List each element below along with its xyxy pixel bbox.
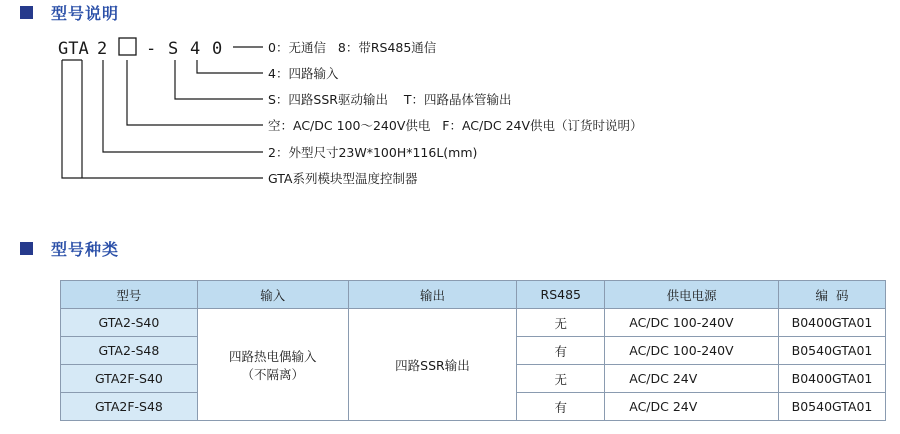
cell-code: B0400GTA01 bbox=[779, 309, 886, 337]
cell-code: B0540GTA01 bbox=[779, 337, 886, 365]
model-code-diagram bbox=[0, 0, 900, 200]
model-code bbox=[58, 38, 222, 59]
leader-line-output bbox=[175, 60, 263, 99]
desc-power: 空：AC/DC 100～240V供电 F：AC/DC 24V供电（订货时说明） bbox=[268, 118, 643, 133]
header-power: 供电电源 bbox=[605, 281, 779, 309]
section-title-text: 型号种类 bbox=[51, 239, 120, 259]
cell-model: GTA2F-S40 bbox=[61, 365, 198, 393]
cell-model: GTA2-S48 bbox=[61, 337, 198, 365]
section-title-types bbox=[20, 237, 119, 259]
desc-size: 2：外型尺寸23W*100H*116L(mm) bbox=[268, 145, 478, 160]
model-prefix: GTA bbox=[58, 39, 89, 59]
cell-code: B0400GTA01 bbox=[779, 365, 886, 393]
model-comm-digit: 0 bbox=[212, 39, 223, 59]
input-value: 四路热电偶输入 bbox=[228, 348, 317, 364]
desc-output: S：四路SSR驱动输出 T：四路晶体管输出 bbox=[268, 92, 512, 107]
header-rs485: RS485 bbox=[517, 281, 605, 309]
desc-comm: 0：无通信 8：带RS485通信 bbox=[268, 40, 437, 55]
model-size-digit: 2 bbox=[97, 39, 108, 59]
cell-rs485: 无 bbox=[517, 309, 605, 337]
desc-input: 4：四路输入 bbox=[268, 66, 339, 81]
cell-code: B0540GTA01 bbox=[779, 393, 886, 421]
desc-series: GTA系列模块型温度控制器 bbox=[268, 171, 418, 186]
cell-power: AC/DC 24V bbox=[605, 365, 779, 393]
descriptions bbox=[268, 40, 643, 186]
leader-line-power bbox=[127, 60, 263, 125]
leader-line-input bbox=[197, 60, 263, 73]
header-input: 输入 bbox=[197, 281, 348, 309]
cell-rs485: 无 bbox=[517, 365, 605, 393]
cell-power: AC/DC 100-240V bbox=[605, 309, 779, 337]
cell-rs485: 有 bbox=[517, 393, 605, 421]
cell-rs485: 有 bbox=[517, 337, 605, 365]
table-row bbox=[61, 309, 886, 337]
section-title-text: 型号说明 bbox=[51, 3, 120, 23]
model-input-digit: 4 bbox=[190, 39, 201, 59]
table-header-row bbox=[61, 281, 886, 309]
leader-lines bbox=[62, 47, 263, 178]
model-types-table bbox=[60, 280, 886, 421]
cell-model: GTA2-S40 bbox=[61, 309, 198, 337]
cell-input bbox=[197, 309, 348, 421]
header-code: 编 码 bbox=[779, 281, 886, 309]
model-dash: - bbox=[146, 39, 157, 59]
input-note: （不隔离） bbox=[241, 366, 304, 382]
cell-power: AC/DC 100-240V bbox=[605, 337, 779, 365]
cell-output: 四路SSR输出 bbox=[348, 309, 517, 421]
bullet-square-icon bbox=[20, 242, 33, 255]
header-output: 输出 bbox=[348, 281, 517, 309]
model-output-letter: S bbox=[168, 39, 179, 59]
model-power-box bbox=[119, 38, 136, 55]
cell-model: GTA2F-S48 bbox=[61, 393, 198, 421]
leader-line-series-left bbox=[62, 60, 263, 178]
header-model: 型号 bbox=[61, 281, 198, 309]
cell-power: AC/DC 24V bbox=[605, 393, 779, 421]
